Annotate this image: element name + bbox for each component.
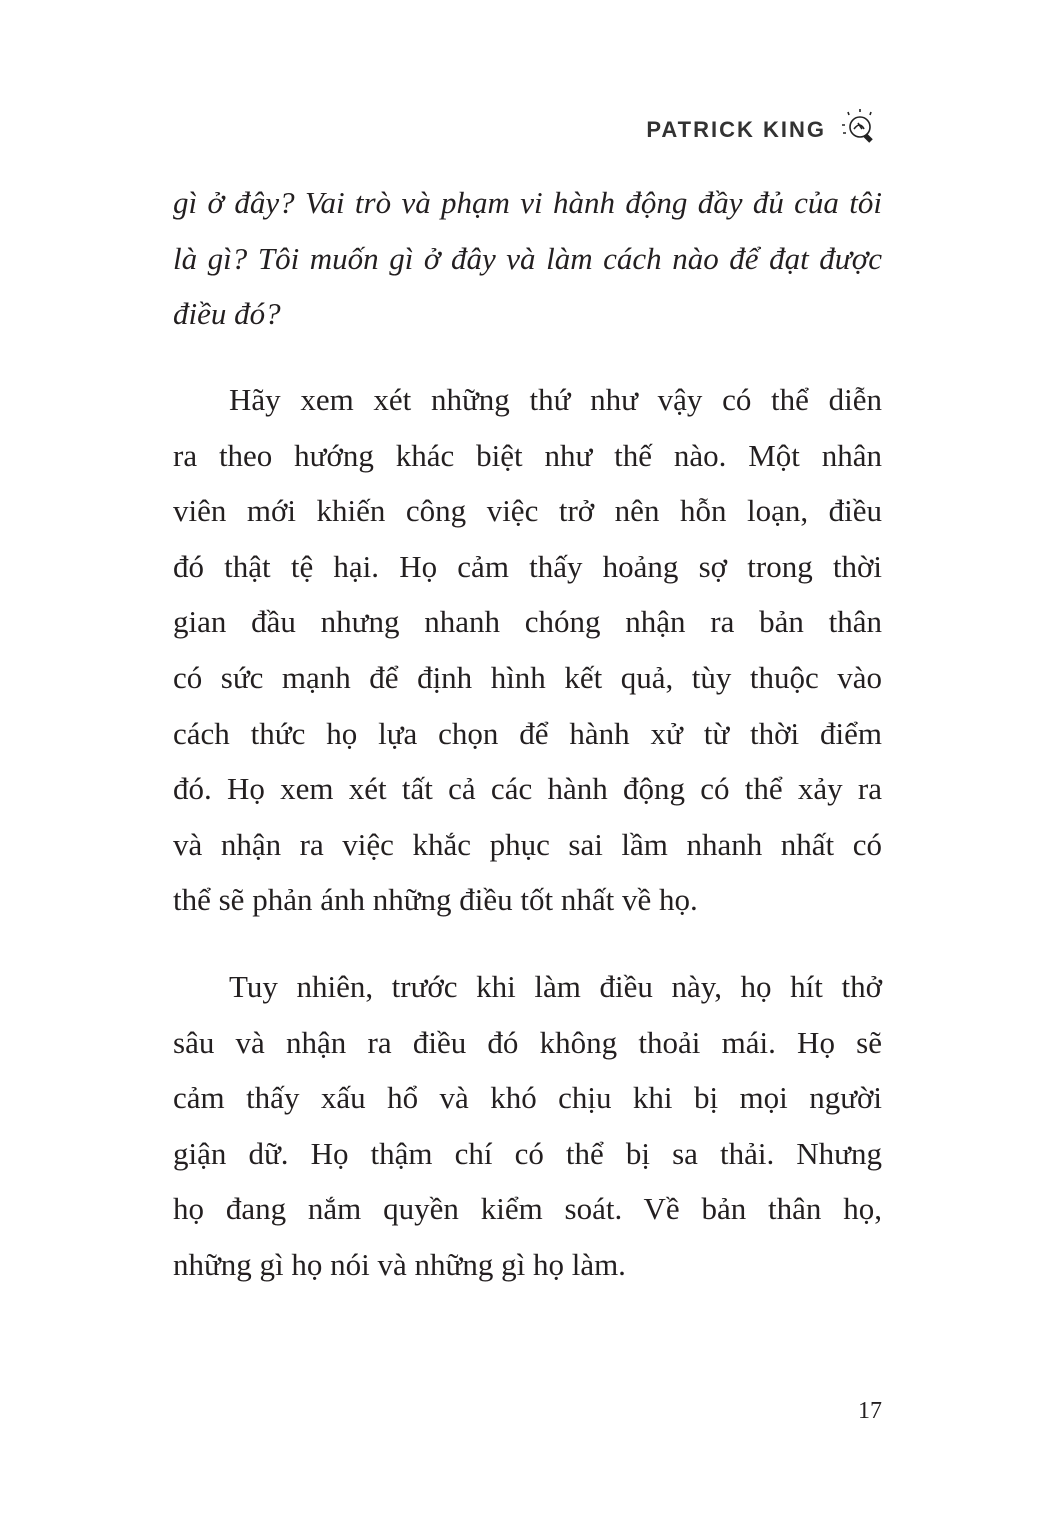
- text-line: thể sẽ phản ánh những điều tốt nhất về họ.: [173, 882, 698, 918]
- paragraph-1: [173, 175, 882, 342]
- paragraph-2: [173, 372, 882, 928]
- text-line: Hãy xem xét những thứ như vậy có thể diễn: [229, 382, 882, 417]
- text-line: gì ở đây? Vai trò và phạm vi hành động đầy đủ của tôi: [173, 185, 882, 220]
- text-line: và nhận ra việc khắc phục sai lầm nhanh nhất có: [173, 826, 882, 862]
- text-line: là gì? Tôi muốn gì ở đây và làm cách nào để đạt được: [173, 240, 882, 276]
- text-line: ra theo hướng khác biệt như thế nào. Một nhân: [173, 437, 882, 473]
- text-line: cách thức họ lựa chọn để hành xử từ thời điểm: [173, 715, 882, 751]
- text-line: đó. Họ xem xét tất cả các hành động có thể xảy ra: [173, 771, 882, 807]
- running-header: [646, 108, 880, 152]
- lightbulb-icon: [840, 108, 880, 152]
- text-line: những gì họ nói và những gì họ làm.: [173, 1246, 626, 1282]
- text-line: cảm thấy xấu hổ và khó chịu khi bị mọi người: [173, 1080, 882, 1116]
- text-line: gian đầu nhưng nhanh chóng nhận ra bản thân: [173, 604, 882, 640]
- author-name: PATRICK KING: [646, 117, 826, 142]
- text-line: họ đang nắm quyền kiểm soát. Về bản thân họ,: [173, 1191, 882, 1227]
- text-line: viên mới khiến công việc trở nên hỗn loạn, điều: [173, 493, 882, 529]
- paragraph-3: [173, 959, 882, 1293]
- text-line: điều đó?: [173, 296, 281, 332]
- text-line: sâu và nhận ra điều đó không thoải mái. Họ sẽ: [173, 1024, 882, 1060]
- text-line: đó thật tệ hại. Họ cảm thấy hoảng sợ trong thời: [173, 548, 882, 584]
- text-line: giận dữ. Họ thậm chí có thể bị sa thải. Nhưng: [173, 1135, 882, 1171]
- text-line: Tuy nhiên, trước khi làm điều này, họ hít thở: [229, 969, 882, 1004]
- text-line: có sức mạnh để định hình kết quả, tùy thuộc vào: [173, 659, 882, 695]
- page-number: 17: [858, 1398, 882, 1424]
